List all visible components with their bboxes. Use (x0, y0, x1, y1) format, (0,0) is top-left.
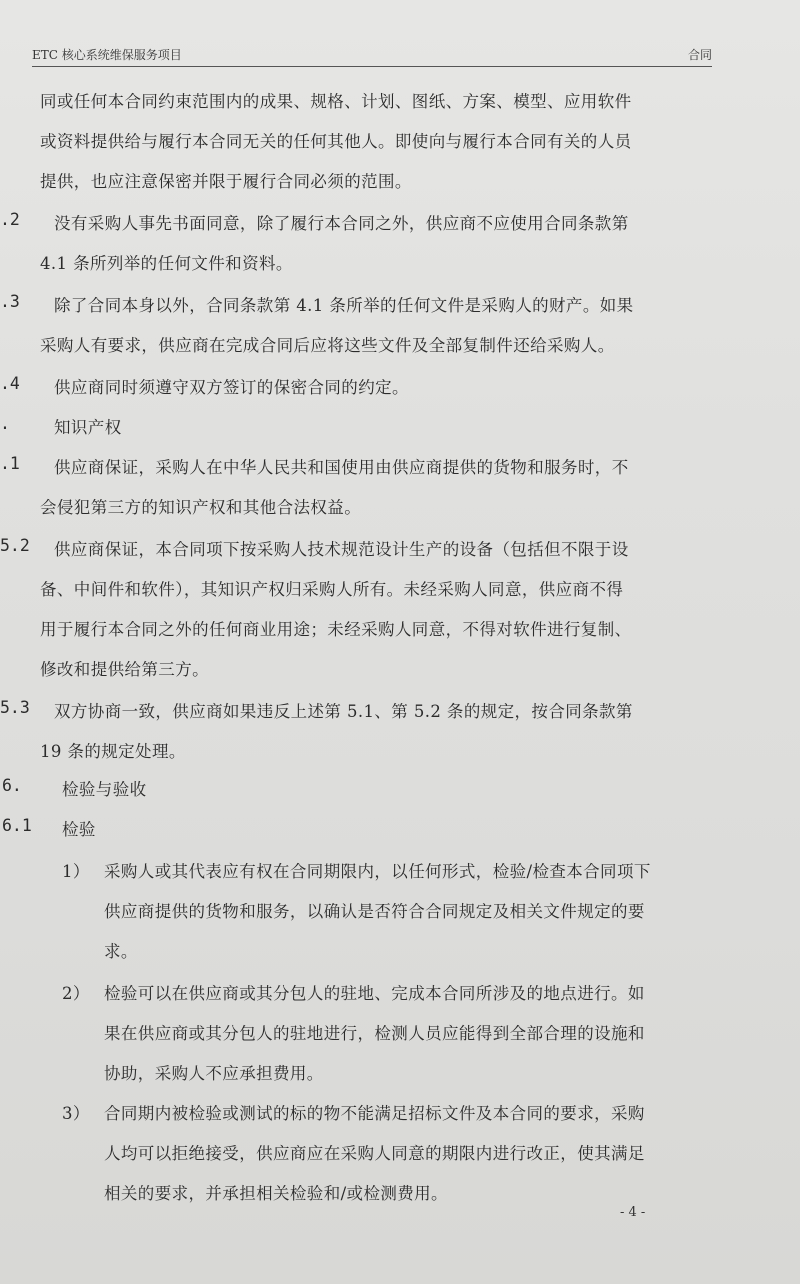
list-item-line: 果在供应商或其分包人的驻地进行，检测人员应能得到全部合理的设施和 (104, 1024, 645, 1043)
paragraph-line: 备、中间件和软件），其知识产权归采购人所有。未经采购人同意，供应商不得 (40, 580, 624, 599)
subsection-heading: 检验 (62, 820, 96, 839)
paragraph-line: 没有采购人事先书面同意，除了履行本合同之外，供应商不应使用合同条款第 (54, 214, 629, 233)
list-item-line: 人均可以拒绝接受，供应商应在采购人同意的期限内进行改正，使其满足 (104, 1144, 645, 1163)
clause-number: 5.2 (0, 536, 30, 555)
paragraph-line: 提供，也应注意保密并限于履行合同必须的范围。 (40, 172, 412, 191)
paragraph-line: 会侵犯第三方的知识产权和其他合法权益。 (40, 498, 362, 517)
list-item-number: 3） (62, 1104, 90, 1123)
list-item-line: 求。 (104, 942, 138, 961)
header-divider (32, 66, 712, 67)
paragraph-line: 或资料提供给与履行本合同无关的任何其他人。即使向与履行本合同有关的人员 (40, 132, 632, 151)
header-project-title: ETC 核心系统维保服务项目 (32, 48, 182, 62)
clause-number: 6.1 (2, 816, 32, 835)
list-item-line: 协助，采购人不应承担费用。 (104, 1064, 324, 1083)
paragraph-line: 供应商保证，本合同项下按采购人技术规范设计生产的设备（包括但不限于设 (54, 540, 629, 559)
list-item-line: 检验可以在供应商或其分包人的驻地、完成本合同所涉及的地点进行。如 (104, 984, 645, 1003)
list-item-number: 1） (62, 862, 90, 881)
section-number: . (0, 414, 10, 433)
clause-number: .3 (0, 292, 20, 311)
list-item-line: 采购人或其代表应有权在合同期限内，以任何形式，检验/检查本合同项下 (104, 862, 651, 881)
paragraph-line: 供应商保证，采购人在中华人民共和国使用由供应商提供的货物和服务时，不 (54, 458, 629, 477)
clause-number: 5.3 (0, 698, 30, 717)
paragraph-line: 采购人有要求，供应商在完成合同后应将这些文件及全部复制件还给采购人。 (40, 336, 615, 355)
paragraph-line: 除了合同本身以外，合同条款第 4.1 条所举的任何文件是采购人的财产。如果 (54, 296, 634, 315)
list-item-line: 相关的要求，并承担相关检验和/或检测费用。 (104, 1184, 448, 1203)
paragraph-line: 用于履行本合同之外的任何商业用途；未经采购人同意，不得对软件进行复制、 (40, 620, 632, 639)
clause-number: .4 (0, 374, 20, 393)
header-doc-type: 合同 (687, 48, 712, 62)
page-number: - 4 - (620, 1205, 646, 1220)
paragraph-line: 双方协商一致，供应商如果违反上述第 5.1、第 5.2 条的规定，按合同条款第 (54, 702, 633, 721)
section-heading: 知识产权 (54, 418, 122, 437)
clause-number: .2 (0, 210, 20, 229)
paragraph-line: 4.1 条所列举的任何文件和资料。 (40, 254, 293, 273)
paragraph-line: 供应商同时须遵守双方签订的保密合同的约定。 (54, 378, 409, 397)
paragraph-line: 19 条的规定处理。 (40, 742, 186, 761)
list-item-line: 合同期内被检验或测试的标的物不能满足招标文件及本合同的要求，采购 (104, 1104, 645, 1123)
clause-number: .1 (0, 454, 20, 473)
section-number: 6. (2, 776, 22, 795)
list-item-line: 供应商提供的货物和服务，以确认是否符合合同规定及相关文件规定的要 (104, 902, 645, 921)
section-heading: 检验与验收 (62, 780, 147, 799)
list-item-number: 2） (62, 984, 90, 1003)
paragraph-line: 修改和提供给第三方。 (40, 660, 209, 679)
paragraph-line: 同或任何本合同约束范围内的成果、规格、计划、图纸、方案、模型、应用软件 (40, 92, 632, 111)
page-header (32, 46, 712, 66)
